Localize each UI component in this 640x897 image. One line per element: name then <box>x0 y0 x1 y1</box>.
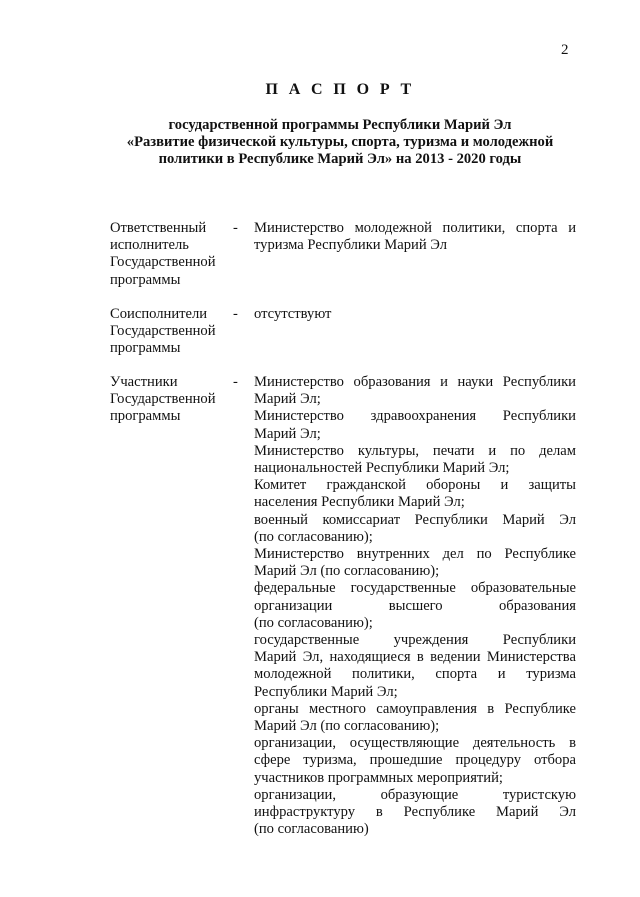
value-line: молодежной политики, спорта и туризма <box>254 666 576 683</box>
value-line: государственные учреждения Республики <box>254 632 576 649</box>
label-line: программы <box>110 340 181 357</box>
value-line: федеральные государственные образовательные <box>254 580 576 597</box>
value-line: (по согласованию); <box>254 528 373 545</box>
row-dash: - <box>233 220 238 236</box>
label-line: Государственной <box>110 254 216 271</box>
value-line: Министерство внутренних дел по Республике <box>254 546 576 563</box>
label-line: Соисполнители <box>110 306 208 322</box>
value-line: отсутствуют <box>254 306 332 322</box>
subtitle-line: «Развитие физической культуры, спорта, туризма и молодежной <box>126 134 554 150</box>
subtitle-line: государственной программы Республики Марий Эл <box>168 117 512 133</box>
label-line: Участники <box>110 374 178 390</box>
value-line: национальностей Республики Марий Эл; <box>254 460 510 477</box>
row-value <box>254 220 576 254</box>
subtitle-line: политики в Республике Марий Эл» на 2013 - 2020 годы <box>158 151 522 167</box>
value-line: Министерство молодежной политики, спорта и <box>254 220 576 236</box>
label-line: исполнитель <box>110 237 189 254</box>
value-line: сфере туризма, прошедшие процедуру отбора <box>254 752 576 769</box>
document-title: П А С П О Р Т <box>265 81 415 98</box>
row-label <box>110 374 230 426</box>
label-line: Государственной <box>110 391 216 408</box>
value-line: организации, осуществляющие деятельность в <box>254 735 576 752</box>
value-line: Марий Эл (по согласованию); <box>254 563 440 580</box>
value-line: Марий Эл; <box>254 391 321 408</box>
value-line: Марий Эл (по согласованию); <box>254 718 440 735</box>
value-line: инфраструктуру в Республике Марий Эл <box>254 804 576 821</box>
value-line: организации, образующие туристскую <box>254 786 576 803</box>
label-line: Ответственный <box>110 220 207 236</box>
row-label <box>110 306 230 358</box>
value-line: Республики Марий Эл; <box>254 683 398 700</box>
row-value <box>254 374 576 838</box>
value-line: Министерство здравоохранения Республики <box>254 408 576 425</box>
value-line: органы местного самоуправления в Республике <box>254 700 576 717</box>
page-number: 2 <box>561 42 569 58</box>
value-line: Комитет гражданской обороны и защиты <box>254 477 576 494</box>
value-line: Министерство образования и науки Республики <box>254 374 576 390</box>
value-line: Министерство культуры, печати и по делам <box>254 442 576 459</box>
value-line: военный комиссариат Республики Марий Эл <box>254 511 576 528</box>
value-line: (по согласованию) <box>254 821 369 838</box>
value-line: организации высшего образования <box>254 597 576 614</box>
row-dash: - <box>233 374 238 390</box>
value-line: участников программных мероприятий; <box>254 769 503 786</box>
row-value <box>254 306 576 323</box>
row-dash: - <box>233 306 238 322</box>
document-subtitle <box>100 117 580 168</box>
label-line: Государственной <box>110 323 216 340</box>
value-line: Марий Эл, находящиеся в ведении Министерства <box>254 649 576 666</box>
label-line: программы <box>110 408 181 425</box>
row-label <box>110 220 230 289</box>
value-line: туризма Республики Марий Эл <box>254 237 448 254</box>
value-line: (по согласованию); <box>254 614 373 631</box>
value-line: Марий Эл; <box>254 425 321 442</box>
label-line: программы <box>110 271 181 288</box>
value-line: населения Республики Марий Эл; <box>254 494 465 511</box>
